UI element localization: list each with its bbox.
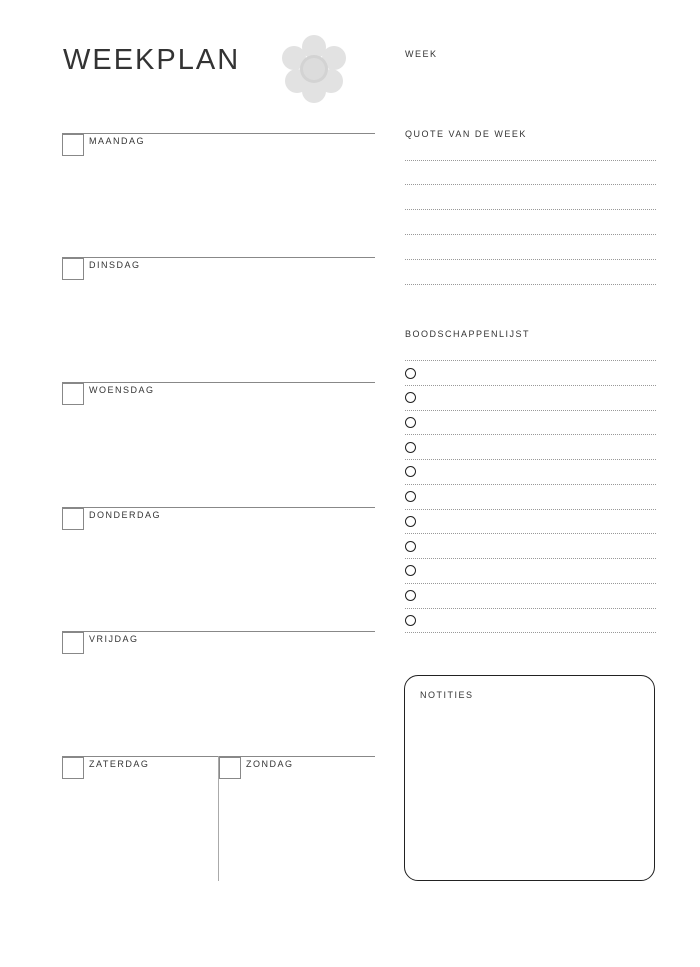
day-checkbox[interactable] [62, 258, 84, 280]
quote-line[interactable] [405, 284, 656, 285]
page-title: WEEKPLAN [63, 44, 241, 76]
shopping-line[interactable] [405, 632, 656, 633]
quote-label: QUOTE VAN DE WEEK [405, 129, 527, 139]
shopping-line[interactable] [405, 459, 656, 460]
circle-checkbox-icon[interactable] [405, 417, 416, 428]
circle-checkbox-icon[interactable] [405, 466, 416, 477]
circle-checkbox-icon[interactable] [405, 491, 416, 502]
circle-checkbox-icon[interactable] [405, 392, 416, 403]
shopping-label: BOODSCHAPPENLIJST [405, 329, 531, 339]
quote-line[interactable] [405, 234, 656, 235]
shopping-line[interactable] [405, 509, 656, 510]
shopping-line[interactable] [405, 410, 656, 411]
circle-checkbox-icon[interactable] [405, 442, 416, 453]
day-label: WOENSDAG [89, 385, 155, 395]
shopping-line [405, 360, 656, 361]
circle-checkbox-icon[interactable] [405, 590, 416, 601]
circle-checkbox-icon[interactable] [405, 541, 416, 552]
circle-checkbox-icon[interactable] [405, 516, 416, 527]
day-checkbox[interactable] [62, 134, 84, 156]
day-checkbox[interactable] [62, 632, 84, 654]
circle-checkbox-icon[interactable] [405, 368, 416, 379]
shopping-line[interactable] [405, 558, 656, 559]
day-label: ZONDAG [246, 759, 294, 769]
day-label: DINSDAG [89, 260, 141, 270]
day-checkbox[interactable] [219, 757, 241, 779]
circle-checkbox-icon[interactable] [405, 615, 416, 626]
circle-checkbox-icon[interactable] [405, 565, 416, 576]
flower-icon [275, 30, 353, 108]
shopping-line[interactable] [405, 583, 656, 584]
quote-line[interactable] [405, 184, 656, 185]
day-checkbox[interactable] [62, 757, 84, 779]
week-label: WEEK [405, 49, 438, 59]
shopping-line[interactable] [405, 484, 656, 485]
shopping-line[interactable] [405, 533, 656, 534]
day-label: MAANDAG [89, 136, 146, 146]
quote-line[interactable] [405, 259, 656, 260]
notes-box[interactable] [404, 675, 655, 881]
day-checkbox[interactable] [62, 508, 84, 530]
shopping-line[interactable] [405, 434, 656, 435]
quote-line[interactable] [405, 160, 656, 161]
notes-label: NOTITIES [420, 690, 474, 700]
day-label: VRIJDAG [89, 634, 139, 644]
shopping-line[interactable] [405, 385, 656, 386]
shopping-line[interactable] [405, 608, 656, 609]
day-checkbox[interactable] [62, 383, 84, 405]
day-label: DONDERDAG [89, 510, 162, 520]
quote-line[interactable] [405, 209, 656, 210]
day-label: ZATERDAG [89, 759, 150, 769]
